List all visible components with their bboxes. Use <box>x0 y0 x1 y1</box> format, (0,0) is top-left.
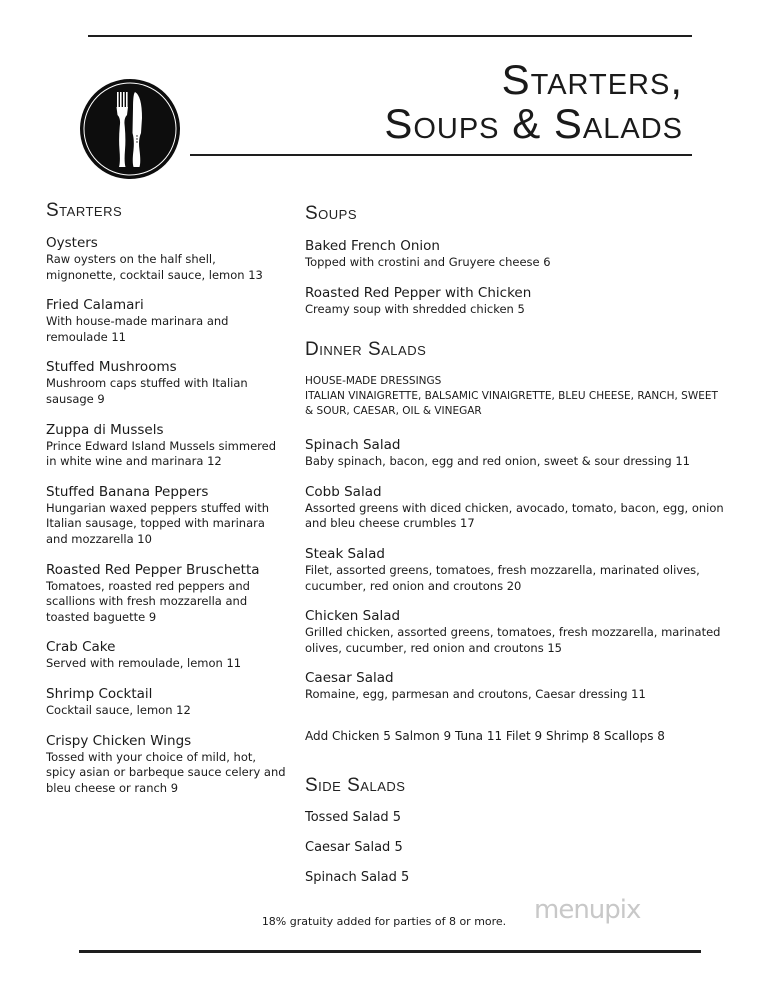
item-description: Grilled chicken, assorted greens, tomatoes, fresh mozzarella, marinated olives, cucumber, red onion and croutons 15 <box>305 625 721 655</box>
item-description: Creamy soup with shredded chicken 5 <box>305 301 525 316</box>
menu-item <box>305 608 725 656</box>
section-heading-starters: Starters <box>46 200 123 221</box>
item-description: Tomatoes, roasted red peppers and scallions with fresh mozzarella and toasted baguette 9 <box>46 578 250 624</box>
watermark: menupix <box>534 895 641 925</box>
item-name: Caesar Salad <box>305 670 394 687</box>
side-salad-item: Caesar Salad 5 <box>305 839 403 855</box>
page-title <box>384 58 683 146</box>
item-name: Roasted Red Pepper Bruschetta <box>46 561 260 578</box>
menu-item <box>46 686 286 719</box>
menu-item <box>305 238 725 271</box>
item-name: Steak Salad <box>305 545 385 562</box>
menu-item <box>46 359 286 407</box>
item-name: Oysters <box>46 235 98 251</box>
item-description: Served with remoulade, lemon 11 <box>46 656 242 671</box>
item-name: Stuffed Mushrooms <box>46 359 177 376</box>
side-salad-item: Tossed Salad 5 <box>305 809 402 825</box>
bottom-divider <box>79 950 701 953</box>
side-salad-item: Spinach Salad 5 <box>305 869 410 885</box>
dressings-list: ITALIAN VINAIGRETTE, BALSAMIC VINAIGRETTE, BLEU CHEESE, RANCH, SWEET & SOUR, CAESAR, OIL & VINEGAR <box>305 390 718 418</box>
item-name: Zuppa di Mussels <box>46 421 164 438</box>
title-divider <box>190 154 692 156</box>
section-heading-dinner-salads: Dinner Salads <box>305 339 427 361</box>
soups-section <box>305 203 725 317</box>
item-name: Baked French Onion <box>305 238 440 254</box>
menu-item <box>305 285 725 318</box>
item-name: Crispy Chicken Wings <box>46 732 192 749</box>
item-description: Cocktail sauce, lemon 12 <box>46 702 191 717</box>
fork-and-knife-icon <box>79 78 181 180</box>
item-name: Stuffed Banana Peppers <box>46 483 209 500</box>
title-line-1: Starters, <box>501 56 683 103</box>
menu-item <box>46 235 286 283</box>
item-description: Prince Edward Island Mussels simmered in white wine and marinara 12 <box>46 438 276 469</box>
gratuity-note: 18% gratuity added for parties of 8 or more. <box>261 915 507 928</box>
item-name: Spinach Salad <box>305 437 401 454</box>
menu-item <box>46 422 286 470</box>
menu-item <box>305 546 725 594</box>
item-description: Filet, assorted greens, tomatoes, fresh mozzarella, marinated olives, cucumber, red onion and croutons 20 <box>305 562 700 593</box>
top-divider <box>88 35 692 37</box>
menu-item <box>46 562 286 626</box>
salad-addons: Add Chicken 5 Salmon 9 Tuna 11 Filet 9 Shrimp 8 Scallops 8 <box>305 728 665 743</box>
menu-item <box>305 437 725 470</box>
menu-item <box>46 484 286 548</box>
menu-item <box>305 484 725 532</box>
item-name: Fried Calamari <box>46 297 144 314</box>
dinner-salads-section <box>305 339 725 743</box>
item-name: Shrimp Cocktail <box>46 685 153 702</box>
menu-item <box>46 297 286 345</box>
section-heading-side-salads: Side Salads <box>305 774 406 796</box>
item-name: Crab Cake <box>46 639 116 656</box>
item-description: Romaine, egg, parmesan and croutons, Caesar dressing 11 <box>305 687 646 702</box>
item-description: Assorted greens with diced chicken, avocado, tomato, bacon, egg, onion and bleu cheese crumbles 17 <box>305 500 724 531</box>
item-name: Cobb Salad <box>305 483 382 500</box>
dressings-block <box>305 374 725 419</box>
item-description: Raw oysters on the half shell, mignonette, cocktail sauce, lemon 13 <box>46 252 263 282</box>
item-description: Baby spinach, bacon, egg and red onion, sweet & sour dressing 11 <box>305 454 690 469</box>
title-line-2: Soups & Salads <box>384 100 683 147</box>
item-name: Chicken Salad <box>305 608 401 625</box>
item-description: Hungarian waxed peppers stuffed with Italian sausage, topped with marinara and mozzarella 10 <box>46 500 269 546</box>
dressings-heading: HOUSE-MADE DRESSINGS <box>305 375 442 388</box>
side-salads-section <box>305 775 725 885</box>
right-column <box>305 203 725 900</box>
item-description: Tossed with your choice of mild, hot, spicy asian or barbeque sauce celery and bleu cheese or ranch 9 <box>46 749 286 795</box>
item-name: Roasted Red Pepper with Chicken <box>305 284 532 301</box>
menu-item <box>305 670 725 703</box>
item-description: With house-made marinara and remoulade 11 <box>46 314 229 344</box>
section-heading-soups: Soups <box>305 203 358 224</box>
item-description: Mushroom caps stuffed with Italian sausage 9 <box>46 376 248 406</box>
starters-section <box>46 200 286 810</box>
item-description: Topped with crostini and Gruyere cheese 6 <box>305 255 551 269</box>
menu-item <box>46 639 286 672</box>
menu-item <box>46 733 286 797</box>
